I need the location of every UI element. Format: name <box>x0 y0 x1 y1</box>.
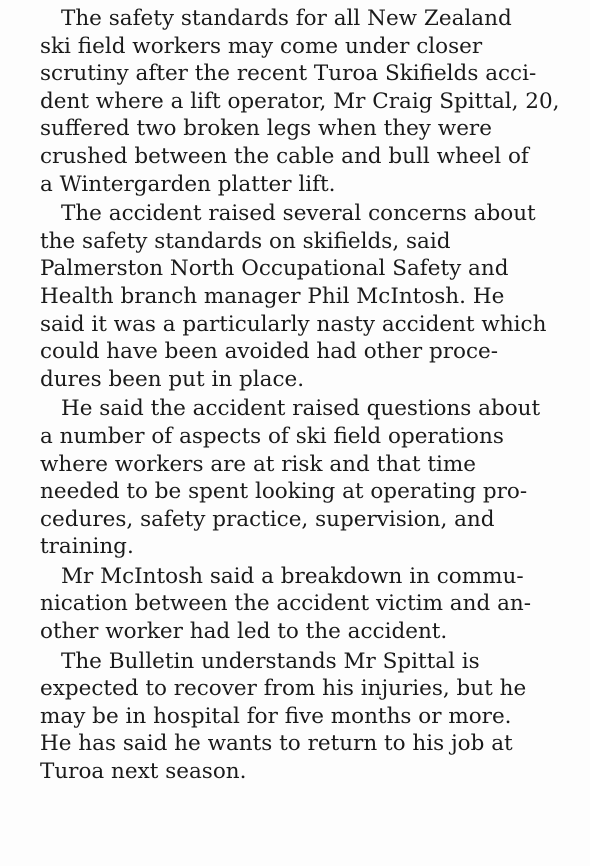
text-line: dures been put in place. <box>40 366 305 392</box>
paragraph-5 <box>40 648 576 786</box>
text-line: training. <box>40 534 134 560</box>
paragraph-3 <box>40 395 576 561</box>
text-line: The safety standards for all New Zealand <box>61 6 512 31</box>
text-line: suffered two broken legs when they were <box>40 116 492 142</box>
paragraph-2 <box>40 200 576 393</box>
text-line: needed to be spent looking at operating pro- <box>40 479 528 505</box>
text-line: a number of aspects of ski field operations <box>40 423 504 449</box>
text-line: Mr McIntosh said a breakdown in commu- <box>61 563 524 589</box>
text-line: expected to recover from his injuries, but he <box>40 676 527 702</box>
text-line: ski field workers may come under closer <box>40 33 483 59</box>
text-line: The Bulletin understands Mr Spittal is <box>61 648 480 674</box>
text-line: Turoa next season. <box>40 759 247 785</box>
text-line: crushed between the cable and bull wheel of <box>40 143 529 169</box>
text-line: a Wintergarden platter lift. <box>40 171 336 197</box>
text-line: scrutiny after the recent Turoa Skifields acci- <box>40 61 537 87</box>
text-line: could have been avoided had other proce- <box>40 339 498 365</box>
text-line: said it was a particularly nasty accident which <box>40 311 547 337</box>
text-line: cedures, safety practice, supervision, and <box>40 506 495 532</box>
text-line: Palmerston North Occupational Safety and <box>40 256 509 282</box>
text-line: He has said he wants to return to his job at <box>40 731 513 757</box>
text-line: He said the accident raised questions about <box>61 396 541 422</box>
text-line: The accident raised several concerns about <box>61 201 536 227</box>
text-line: nication between the accident victim and an- <box>40 591 532 617</box>
paragraph-4 <box>40 563 576 646</box>
text-line: dent where a lift operator, Mr Craig Spittal, 20, <box>40 88 560 114</box>
text-line: may be in hospital for five months or more. <box>40 703 512 729</box>
article-body <box>40 5 576 786</box>
text-line: the safety standards on skifields, said <box>40 228 451 254</box>
paragraph-1 <box>40 5 576 198</box>
text-line: Health branch manager Phil McIntosh. He <box>40 283 505 309</box>
text-line: other worker had led to the accident. <box>40 619 448 645</box>
text-line: where workers are at risk and that time <box>40 451 476 477</box>
